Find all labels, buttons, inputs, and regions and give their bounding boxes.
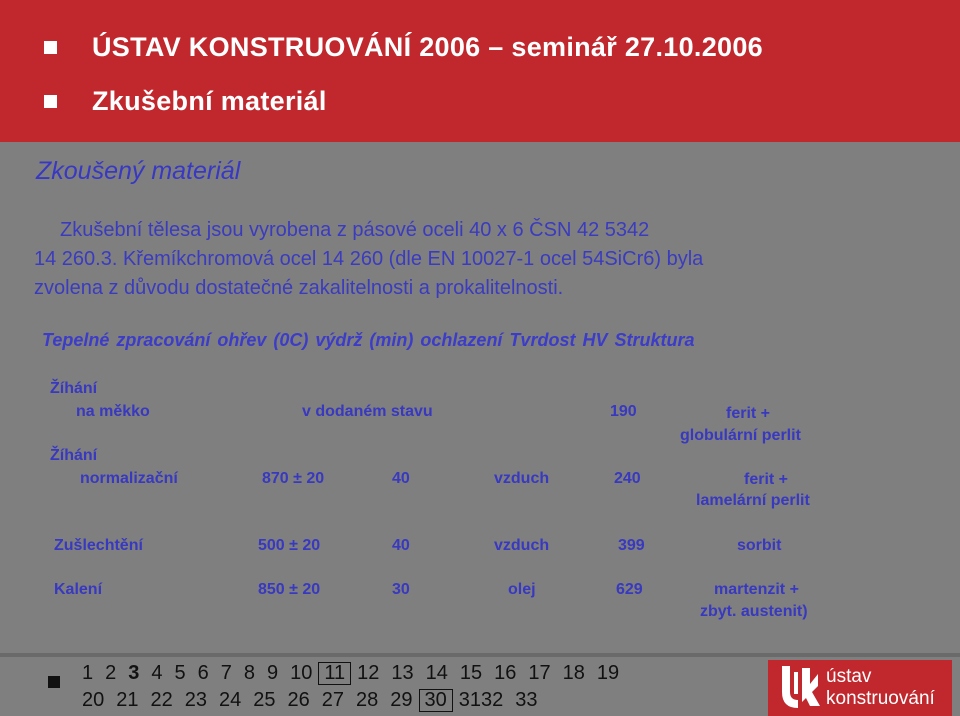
page-link-14[interactable]: 14 bbox=[425, 662, 448, 684]
page-link-24[interactable]: 24 bbox=[219, 689, 242, 711]
page-link-15[interactable]: 15 bbox=[459, 662, 483, 684]
row1-heat: v dodaném stavu bbox=[302, 403, 433, 420]
page-link-23[interactable]: 23 bbox=[184, 689, 207, 711]
header-line-2 bbox=[56, 86, 327, 117]
section-title: Zkoušený materiál bbox=[36, 157, 241, 185]
row3-heat: 500 ± 20 bbox=[258, 537, 321, 554]
page-link-18[interactable]: 18 bbox=[562, 662, 585, 684]
page-link-3[interactable]: 3 bbox=[128, 662, 140, 684]
row2-structure-2: lamelární perlit bbox=[696, 492, 810, 509]
page-navigation-row-2 bbox=[76, 689, 544, 712]
row3-structure: sorbit bbox=[737, 537, 782, 554]
page-link-1[interactable]: 1 bbox=[82, 662, 94, 684]
page-link-6[interactable]: 6 bbox=[197, 662, 209, 684]
row4-hv: 629 bbox=[616, 581, 643, 598]
logo-text: ústav konstruování bbox=[826, 666, 935, 709]
page-link-21[interactable]: 21 bbox=[116, 689, 139, 711]
square-bullet-icon bbox=[48, 676, 60, 688]
row2-label-2: normalizační bbox=[80, 470, 178, 487]
row2-heat: 870 ± 20 bbox=[262, 470, 325, 487]
row3-time: 40 bbox=[392, 537, 410, 554]
row2-cooling: vzduch bbox=[494, 470, 550, 487]
footer-divider bbox=[0, 653, 960, 657]
page-link-20[interactable]: 20 bbox=[82, 689, 105, 711]
page-link-11[interactable]: 11 bbox=[318, 662, 351, 685]
row3-cooling: vzduch bbox=[494, 537, 550, 554]
page-link-10[interactable]: 10 bbox=[290, 662, 313, 684]
header-subtitle: Zkušební materiál bbox=[92, 86, 327, 116]
square-bullet-icon bbox=[44, 41, 57, 54]
row3-label: Zušlechtění bbox=[54, 537, 143, 554]
page-link-22[interactable]: 22 bbox=[150, 689, 173, 711]
row4-heat: 850 ± 20 bbox=[258, 581, 321, 598]
page-link-29[interactable]: 29 bbox=[390, 689, 413, 711]
page-link-3132[interactable]: 3132 bbox=[458, 689, 504, 711]
page-link-25[interactable]: 25 bbox=[253, 689, 276, 711]
page-link-16[interactable]: 16 bbox=[494, 662, 517, 684]
paragraph-line-1: Zkušební tělesa jsou vyrobena z pásové oceli 40 x 6 ČSN 42 5342 bbox=[60, 219, 650, 241]
institute-logo bbox=[768, 660, 952, 716]
page-link-26[interactable]: 26 bbox=[287, 689, 310, 711]
header-line-1 bbox=[56, 32, 763, 63]
row2-structure-1: ferit + bbox=[744, 471, 789, 488]
row4-cooling: olej bbox=[508, 581, 536, 598]
paragraph-line-2: 14 260.3. Křemíkchromová ocel 14 260 (dle EN 10027-1 ocel 54SiCr6) byla bbox=[34, 248, 704, 270]
row4-structure-2: zbyt. austenit) bbox=[700, 603, 808, 620]
row1-label-2: na měkko bbox=[76, 403, 150, 420]
description-paragraph bbox=[34, 216, 894, 303]
table-header: Tepelné zpracování ohřev (0C) výdrž (min) ochlazení Tvrdost HV Struktura bbox=[42, 330, 695, 350]
page-link-4[interactable]: 4 bbox=[151, 662, 163, 684]
row1-structure-2: globulární perlit bbox=[680, 427, 801, 444]
header-bar bbox=[0, 0, 960, 142]
row2-label-1: Žíhání bbox=[50, 447, 98, 464]
row2-time: 40 bbox=[392, 470, 410, 487]
square-bullet-icon bbox=[44, 95, 57, 108]
row2-hv: 240 bbox=[614, 470, 641, 487]
row4-time: 30 bbox=[392, 581, 410, 598]
page-link-19[interactable]: 19 bbox=[596, 662, 620, 684]
page-link-2[interactable]: 2 bbox=[105, 662, 117, 684]
row1-label-1: Žíhání bbox=[50, 380, 98, 397]
row4-structure-1: martenzit + bbox=[714, 581, 799, 598]
row1-structure-1: ferit + bbox=[726, 405, 771, 422]
page-link-17[interactable]: 17 bbox=[528, 662, 551, 684]
paragraph-line-3: zvolena z důvodu dostatečné zakalitelnosti a prokalitelnosti. bbox=[34, 277, 564, 299]
page-navigation-row-1 bbox=[76, 662, 625, 685]
row4-label: Kalení bbox=[54, 581, 103, 598]
page-link-12[interactable]: 12 bbox=[357, 662, 380, 684]
row1-hv: 190 bbox=[610, 403, 637, 420]
page-link-8[interactable]: 8 bbox=[243, 662, 255, 684]
page-link-5[interactable]: 5 bbox=[174, 662, 186, 684]
page-link-28[interactable]: 28 bbox=[356, 689, 379, 711]
page-link-13[interactable]: 13 bbox=[391, 662, 414, 684]
page-link-27[interactable]: 27 bbox=[321, 689, 344, 711]
header-title: ÚSTAV KONSTRUOVÁNÍ 2006 – seminář 27.10.2006 bbox=[92, 32, 763, 62]
page-link-30[interactable]: 30 bbox=[419, 689, 453, 712]
page-link-33[interactable]: 33 bbox=[515, 689, 538, 711]
page-link-9[interactable]: 9 bbox=[267, 662, 279, 684]
row3-hv: 399 bbox=[618, 537, 645, 554]
page-link-7[interactable]: 7 bbox=[220, 662, 232, 684]
uk-logo-icon bbox=[772, 662, 822, 714]
